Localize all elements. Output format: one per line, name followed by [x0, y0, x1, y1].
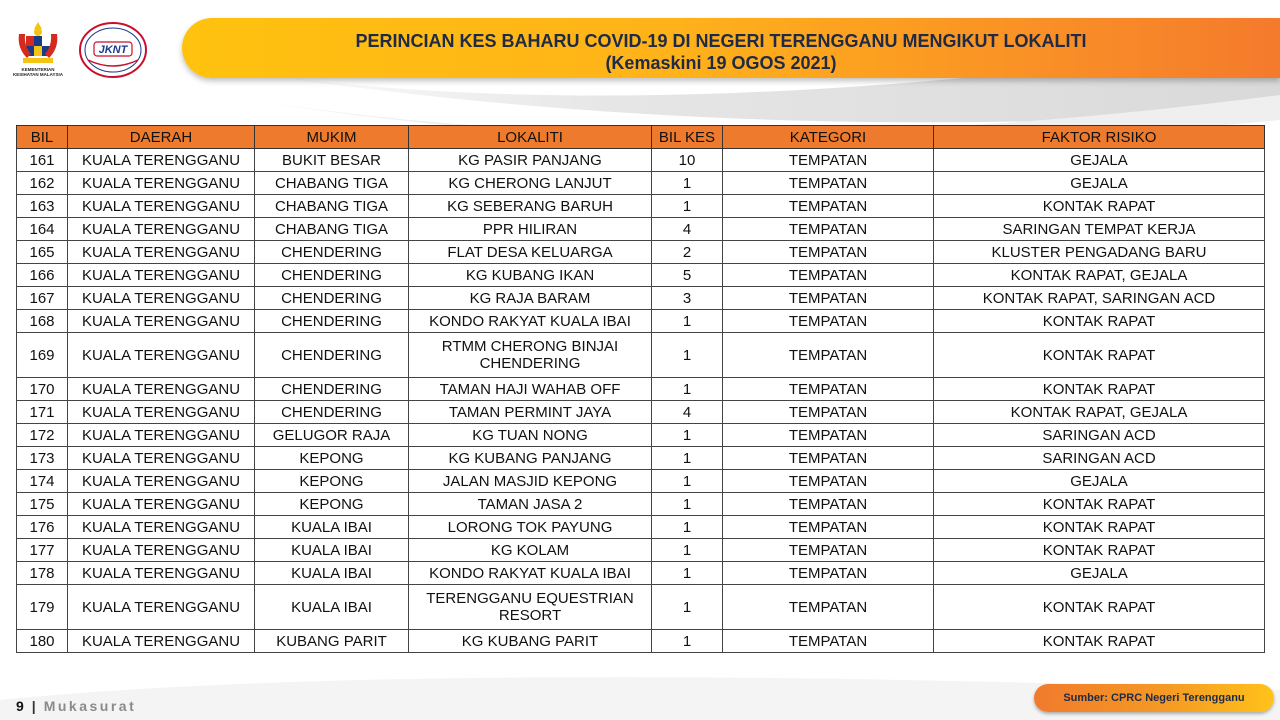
coat-of-arms-icon: [15, 20, 61, 66]
cell-lokaliti: TAMAN JASA 2: [409, 493, 652, 516]
cell-bil-kes: 1: [652, 424, 723, 447]
cell-bil: 168: [17, 310, 68, 333]
header-mukim: MUKIM: [255, 126, 409, 149]
table-row: [17, 241, 1265, 264]
cell-daerah: KUALA TERENGGANU: [68, 470, 255, 493]
cell-lokaliti: KG KOLAM: [409, 539, 652, 562]
cell-bil: 165: [17, 241, 68, 264]
cell-bil-kes: 5: [652, 264, 723, 287]
cell-faktor-risiko: KONTAK RAPAT: [934, 585, 1265, 630]
cell-faktor-risiko: KONTAK RAPAT: [934, 493, 1265, 516]
jknt-logo-text: JKNT: [98, 44, 128, 56]
cell-kategori: TEMPATAN: [723, 195, 934, 218]
cell-mukim: BUKIT BESAR: [255, 149, 409, 172]
cell-bil: 164: [17, 218, 68, 241]
cell-kategori: TEMPATAN: [723, 333, 934, 378]
cell-bil-kes: 1: [652, 310, 723, 333]
cell-kategori: TEMPATAN: [723, 585, 934, 630]
cell-kategori: TEMPATAN: [723, 539, 934, 562]
cell-bil: 167: [17, 287, 68, 310]
title-line-2: (Kemaskini 19 OGOS 2021): [605, 53, 837, 73]
cell-mukim: KEPONG: [255, 493, 409, 516]
cell-kategori: TEMPATAN: [723, 241, 934, 264]
cell-bil-kes: 1: [652, 378, 723, 401]
cell-bil: 179: [17, 585, 68, 630]
source-text: Sumber: CPRC Negeri Terengganu: [1063, 692, 1245, 704]
table-row: [17, 287, 1265, 310]
cell-faktor-risiko: SARINGAN TEMPAT KERJA: [934, 218, 1265, 241]
cell-bil: 174: [17, 470, 68, 493]
cell-bil: 178: [17, 562, 68, 585]
cell-kategori: TEMPATAN: [723, 287, 934, 310]
cell-bil-kes: 1: [652, 539, 723, 562]
cell-bil: 166: [17, 264, 68, 287]
cell-lokaliti: KG PASIR PANJANG: [409, 149, 652, 172]
cell-kategori: TEMPATAN: [723, 378, 934, 401]
cell-faktor-risiko: KONTAK RAPAT: [934, 310, 1265, 333]
cell-bil: 172: [17, 424, 68, 447]
table-row: [17, 493, 1265, 516]
table-row: [17, 264, 1265, 287]
table-row: [17, 172, 1265, 195]
title-line-1: PERINCIAN KES BAHARU COVID-19 DI NEGERI TERENGGANU MENGIKUT LOKALITI: [355, 31, 1087, 51]
cell-daerah: KUALA TERENGGANU: [68, 424, 255, 447]
cell-daerah: KUALA TERENGGANU: [68, 195, 255, 218]
header-bil-kes: BIL KES: [652, 126, 723, 149]
cell-bil: 176: [17, 516, 68, 539]
cell-faktor-risiko: GEJALA: [934, 149, 1265, 172]
cell-faktor-risiko: GEJALA: [934, 562, 1265, 585]
cell-kategori: TEMPATAN: [723, 493, 934, 516]
cell-bil: 170: [17, 378, 68, 401]
cell-kategori: TEMPATAN: [723, 470, 934, 493]
cell-bil: 163: [17, 195, 68, 218]
cell-daerah: KUALA TERENGGANU: [68, 333, 255, 378]
table-row: [17, 424, 1265, 447]
cell-bil-kes: 1: [652, 195, 723, 218]
header-lokaliti: LOKALITI: [409, 126, 652, 149]
footer-separator: |: [31, 698, 36, 714]
cell-bil-kes: 1: [652, 470, 723, 493]
cell-kategori: TEMPATAN: [723, 401, 934, 424]
cell-lokaliti: KG TUAN NONG: [409, 424, 652, 447]
cell-lokaliti: TAMAN HAJI WAHAB OFF: [409, 378, 652, 401]
cell-bil-kes: 1: [652, 562, 723, 585]
cell-mukim: KUALA IBAI: [255, 562, 409, 585]
cell-lokaliti: LORONG TOK PAYUNG: [409, 516, 652, 539]
cell-mukim: CHENDERING: [255, 287, 409, 310]
cell-faktor-risiko: KONTAK RAPAT: [934, 195, 1265, 218]
table-row: [17, 333, 1265, 378]
cell-mukim: KUALA IBAI: [255, 516, 409, 539]
cell-mukim: CHENDERING: [255, 264, 409, 287]
cell-faktor-risiko: KONTAK RAPAT: [934, 378, 1265, 401]
cell-bil: 177: [17, 539, 68, 562]
header-kategori: KATEGORI: [723, 126, 934, 149]
cell-daerah: KUALA TERENGGANU: [68, 218, 255, 241]
cell-faktor-risiko: KONTAK RAPAT: [934, 630, 1265, 653]
cell-lokaliti: TAMAN PERMINT JAYA: [409, 401, 652, 424]
cell-bil: 171: [17, 401, 68, 424]
cell-daerah: KUALA TERENGGANU: [68, 516, 255, 539]
header-daerah: DAERAH: [68, 126, 255, 149]
cell-daerah: KUALA TERENGGANU: [68, 264, 255, 287]
cell-mukim: CHENDERING: [255, 333, 409, 378]
cell-bil-kes: 1: [652, 585, 723, 630]
jknt-logo-icon: [78, 20, 148, 80]
page-footer: [16, 698, 136, 714]
cell-mukim: CHENDERING: [255, 241, 409, 264]
moh-crest-logo: [12, 20, 64, 82]
cell-mukim: KUALA IBAI: [255, 585, 409, 630]
cell-daerah: KUALA TERENGGANU: [68, 493, 255, 516]
cell-lokaliti: KONDO RAKYAT KUALA IBAI: [409, 310, 652, 333]
cell-bil-kes: 10: [652, 149, 723, 172]
cell-bil-kes: 1: [652, 493, 723, 516]
cell-bil-kes: 3: [652, 287, 723, 310]
cell-faktor-risiko: GEJALA: [934, 172, 1265, 195]
cell-mukim: CHABANG TIGA: [255, 172, 409, 195]
cell-lokaliti: KG KUBANG PANJANG: [409, 447, 652, 470]
cell-faktor-risiko: KONTAK RAPAT: [934, 516, 1265, 539]
table-header-row: [17, 126, 1265, 149]
cell-faktor-risiko: SARINGAN ACD: [934, 424, 1265, 447]
cell-daerah: KUALA TERENGGANU: [68, 172, 255, 195]
cell-faktor-risiko: KONTAK RAPAT, GEJALA: [934, 401, 1265, 424]
cell-lokaliti: KONDO RAKYAT KUALA IBAI: [409, 562, 652, 585]
cell-daerah: KUALA TERENGGANU: [68, 539, 255, 562]
cell-mukim: CHENDERING: [255, 378, 409, 401]
cell-kategori: TEMPATAN: [723, 149, 934, 172]
cell-faktor-risiko: KLUSTER PENGADANG BARU: [934, 241, 1265, 264]
page-word: Mukasurat: [43, 698, 137, 714]
cell-bil-kes: 4: [652, 401, 723, 424]
cell-mukim: KEPONG: [255, 447, 409, 470]
cell-lokaliti: FLAT DESA KELUARGA: [409, 241, 652, 264]
source-badge: [1034, 684, 1274, 712]
cell-daerah: KUALA TERENGGANU: [68, 447, 255, 470]
cell-daerah: KUALA TERENGGANU: [68, 287, 255, 310]
jknt-logo: [78, 20, 148, 80]
cell-mukim: KEPONG: [255, 470, 409, 493]
cell-bil-kes: 1: [652, 516, 723, 539]
cell-daerah: KUALA TERENGGANU: [68, 241, 255, 264]
cell-bil-kes: 1: [652, 630, 723, 653]
header-bil: BIL: [17, 126, 68, 149]
table-row: [17, 447, 1265, 470]
cell-kategori: TEMPATAN: [723, 218, 934, 241]
table-row: [17, 218, 1265, 241]
cell-daerah: KUALA TERENGGANU: [68, 310, 255, 333]
cell-kategori: TEMPATAN: [723, 447, 934, 470]
cell-daerah: KUALA TERENGGANU: [68, 585, 255, 630]
cell-bil: 162: [17, 172, 68, 195]
table-body: [17, 149, 1265, 653]
cell-mukim: CHENDERING: [255, 310, 409, 333]
cell-lokaliti: PPR HILIRAN: [409, 218, 652, 241]
crest-caption: KEMENTERIAN KESIHATAN MALAYSIA: [13, 67, 63, 77]
cell-bil: 161: [17, 149, 68, 172]
cell-kategori: TEMPATAN: [723, 310, 934, 333]
cell-mukim: KUALA IBAI: [255, 539, 409, 562]
logos: [12, 20, 148, 82]
page-title: [162, 30, 1280, 74]
table-row: [17, 562, 1265, 585]
cell-lokaliti: KG RAJA BARAM: [409, 287, 652, 310]
cell-bil: 180: [17, 630, 68, 653]
cell-bil-kes: 2: [652, 241, 723, 264]
cell-mukim: KUBANG PARIT: [255, 630, 409, 653]
cell-daerah: KUALA TERENGGANU: [68, 149, 255, 172]
cell-daerah: KUALA TERENGGANU: [68, 378, 255, 401]
cell-kategori: TEMPATAN: [723, 172, 934, 195]
table-row: [17, 470, 1265, 493]
table-row: [17, 585, 1265, 630]
cell-lokaliti: TERENGGANU EQUESTRIAN RESORT: [409, 585, 652, 630]
cell-faktor-risiko: KONTAK RAPAT, SARINGAN ACD: [934, 287, 1265, 310]
table-row: [17, 516, 1265, 539]
table-row: [17, 149, 1265, 172]
cell-lokaliti: JALAN MASJID KEPONG: [409, 470, 652, 493]
cases-table: [16, 125, 1265, 653]
cell-bil: 175: [17, 493, 68, 516]
cell-mukim: CHENDERING: [255, 401, 409, 424]
cell-daerah: KUALA TERENGGANU: [68, 401, 255, 424]
table-row: [17, 378, 1265, 401]
table-row: [17, 310, 1265, 333]
cell-mukim: CHABANG TIGA: [255, 218, 409, 241]
table-row: [17, 630, 1265, 653]
table-row: [17, 195, 1265, 218]
cell-faktor-risiko: KONTAK RAPAT: [934, 333, 1265, 378]
cell-kategori: TEMPATAN: [723, 516, 934, 539]
cell-bil-kes: 4: [652, 218, 723, 241]
cell-daerah: KUALA TERENGGANU: [68, 630, 255, 653]
cell-lokaliti: KG KUBANG IKAN: [409, 264, 652, 287]
cell-bil-kes: 1: [652, 172, 723, 195]
cell-lokaliti: KG KUBANG PARIT: [409, 630, 652, 653]
title-banner: [182, 18, 1280, 78]
cell-faktor-risiko: SARINGAN ACD: [934, 447, 1265, 470]
cell-faktor-risiko: GEJALA: [934, 470, 1265, 493]
cell-bil: 173: [17, 447, 68, 470]
cell-mukim: GELUGOR RAJA: [255, 424, 409, 447]
cell-lokaliti: KG SEBERANG BARUH: [409, 195, 652, 218]
page-number: 9: [16, 698, 24, 714]
cell-kategori: TEMPATAN: [723, 424, 934, 447]
cell-kategori: TEMPATAN: [723, 630, 934, 653]
cell-faktor-risiko: KONTAK RAPAT, GEJALA: [934, 264, 1265, 287]
cell-bil: 169: [17, 333, 68, 378]
cell-kategori: TEMPATAN: [723, 562, 934, 585]
cell-lokaliti: RTMM CHERONG BINJAI CHENDERING: [409, 333, 652, 378]
table-row: [17, 539, 1265, 562]
cell-mukim: CHABANG TIGA: [255, 195, 409, 218]
table-row: [17, 401, 1265, 424]
cell-bil-kes: 1: [652, 447, 723, 470]
cell-lokaliti: KG CHERONG LANJUT: [409, 172, 652, 195]
cell-bil-kes: 1: [652, 333, 723, 378]
cell-kategori: TEMPATAN: [723, 264, 934, 287]
cell-faktor-risiko: KONTAK RAPAT: [934, 539, 1265, 562]
cell-daerah: KUALA TERENGGANU: [68, 562, 255, 585]
header-faktor-risiko: FAKTOR RISIKO: [934, 126, 1265, 149]
